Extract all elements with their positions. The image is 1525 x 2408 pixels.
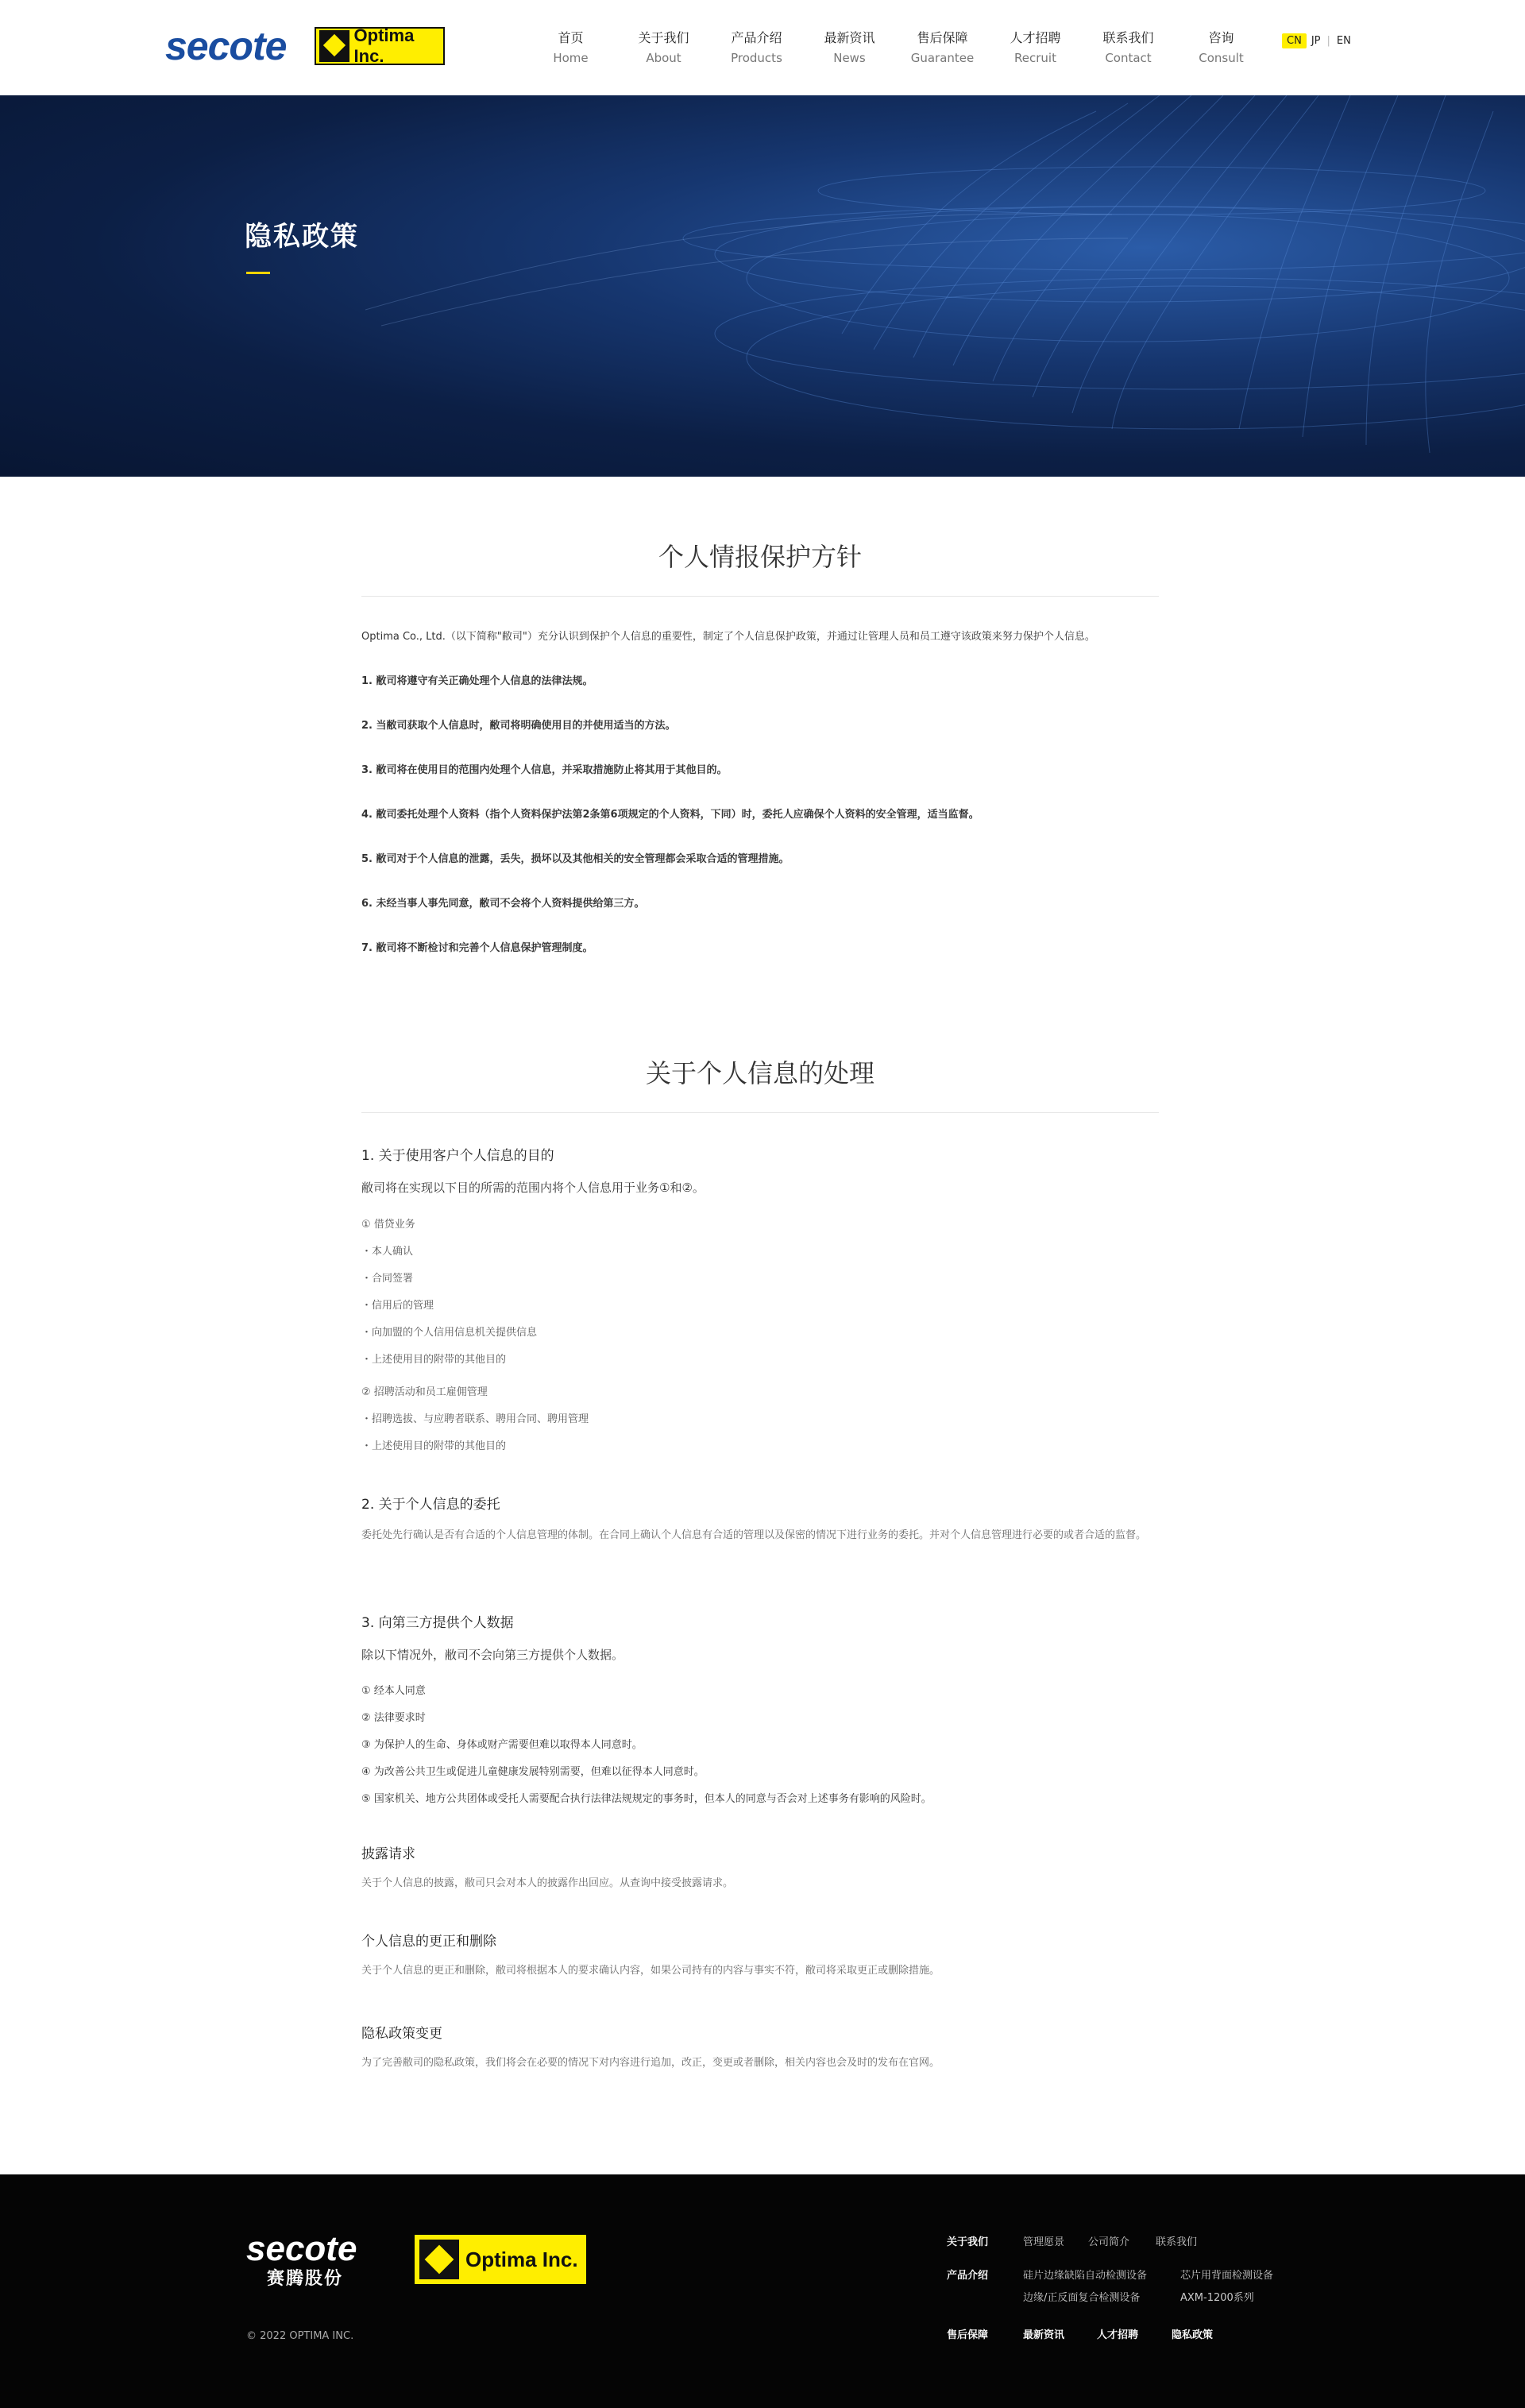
nav-label-cn: 产品介绍	[731, 30, 782, 45]
list-item: ・信用后的管理	[361, 1300, 434, 1312]
copyright: © 2022 OPTIMA INC.	[246, 2330, 354, 2342]
nav-label-en: About	[646, 51, 681, 65]
optima-mark-icon	[419, 2240, 459, 2279]
section-desc: 敝司将在实现以下目的所需的范围内将个人信息用于业务①和②。	[361, 1181, 705, 1195]
nav-label-cn: 人才招聘	[1010, 30, 1061, 45]
list-item: ・向加盟的个人信用信息机关提供信息	[361, 1327, 538, 1339]
section-heading: 3. 向第三方提供个人数据	[361, 1615, 514, 1631]
optima-mark-icon	[319, 30, 349, 62]
policy-item: 5. 敝司对于个人信息的泄露，丢失，损坏以及其他相关的安全管理都会采取合适的管理措施。	[361, 853, 790, 865]
footer-link[interactable]: 硅片边缘缺陷自动检测设备	[1023, 2270, 1148, 2282]
policy-divider	[361, 596, 1159, 597]
nav-item-news[interactable]	[803, 29, 896, 76]
footer-guarantee-link[interactable]: 售后保障	[947, 2329, 989, 2341]
policy-item: 4. 敝司委托处理个人资料（指个人资料保护法第2条第6项规定的个人资料，下同）时，委托人应确保个人资料的安全管理，适当监督。	[361, 809, 979, 821]
handling-title: 关于个人信息的处理	[645, 1058, 874, 1088]
list-item: ・本人确认	[361, 1246, 414, 1258]
nav-label-cn: 首页	[558, 30, 584, 45]
lang-separator: |	[1326, 35, 1330, 47]
group-title: ② 招聘活动和员工雇佣管理	[361, 1386, 488, 1398]
nav-label-en: News	[833, 51, 866, 65]
footer-news-link[interactable]: 最新资讯	[1023, 2329, 1065, 2341]
footer-privacy-link[interactable]: 隐私政策	[1172, 2329, 1214, 2341]
lang-en[interactable]: EN	[1336, 35, 1351, 47]
nav-label-cn: 最新资讯	[824, 30, 875, 45]
page-title: 隐私政策	[245, 221, 359, 253]
group-title: ① 借贷业务	[361, 1219, 415, 1231]
footer-about-link[interactable]: 关于我们	[947, 2236, 989, 2248]
section-heading: 个人信息的更正和删除	[361, 1934, 496, 1950]
footer-optima-logo[interactable]	[415, 2235, 586, 2284]
nav-item-about[interactable]	[617, 29, 710, 76]
nav-item-products[interactable]	[710, 29, 803, 76]
section-desc: 委托处先行确认是否有合适的个人信息管理的体制。在合同上确认个人信息有合适的管理以及保密的情况下进行业务的委托。并对个人信息管理进行必要的或者合适的监督。	[361, 1529, 1147, 1541]
lang-cn[interactable]: CN	[1282, 33, 1307, 48]
section-heading: 1. 关于使用客户个人信息的目的	[361, 1148, 554, 1164]
page-banner	[0, 95, 1525, 477]
list-item: ① 经本人同意	[361, 1685, 426, 1697]
footer-link[interactable]: 联系我们	[1156, 2236, 1198, 2248]
nav-label-cn: 咨询	[1208, 30, 1234, 45]
title-underline	[246, 272, 270, 274]
nav-item-contact[interactable]	[1082, 29, 1175, 76]
footer-link[interactable]: 管理愿景	[1023, 2236, 1065, 2248]
site-footer	[0, 2174, 1525, 2408]
nav-label-en: Consult	[1199, 51, 1244, 65]
section-heading: 2. 关于个人信息的委托	[361, 1497, 500, 1513]
network-wave-graphic	[0, 95, 1525, 477]
list-item: ・上述使用目的附带的其他目的	[361, 1354, 507, 1366]
policy-intro: Optima Co., Ltd.（以下简称"敝司"）充分认识到保护个人信息的重要性，制定了个人信息保护政策，并通过让管理人员和员工遵守该政策来努力保护个人信息。	[361, 631, 1095, 643]
nav-item-guarantee[interactable]	[896, 29, 989, 76]
list-item: ④ 为改善公共卫生或促进儿童健康发展特别需要，但难以征得本人同意时。	[361, 1766, 705, 1778]
footer-link[interactable]: 边缘/正反面复合检测设备	[1023, 2292, 1141, 2304]
section-heading: 披露请求	[361, 1846, 415, 1862]
section-desc: 关于个人信息的披露，敝司只会对本人的披露作出回应。从查询中接受披露请求。	[361, 1877, 734, 1889]
policy-item: 2. 当敝司获取个人信息时，敝司将明确使用目的并使用适当的方法。	[361, 720, 676, 732]
nav-label-en: Guarantee	[910, 51, 975, 65]
optima-logo[interactable]	[315, 27, 445, 65]
policy-item: 6. 未经当事人事先同意，敝司不会将个人资料提供给第三方。	[361, 898, 645, 910]
language-switcher	[1282, 33, 1356, 48]
nav-item-recruit[interactable]	[989, 29, 1082, 76]
footer-link[interactable]: AXM-1200系列	[1180, 2292, 1254, 2304]
nav-label-en: Recruit	[1014, 51, 1056, 65]
section-heading: 隐私政策变更	[361, 2026, 442, 2042]
nav-item-consult[interactable]	[1175, 29, 1268, 76]
list-item: ・合同签署	[361, 1273, 414, 1285]
footer-products-link[interactable]: 产品介绍	[947, 2270, 989, 2282]
footer-link[interactable]: 公司简介	[1088, 2236, 1130, 2248]
nav-label-cn: 联系我们	[1102, 30, 1154, 45]
footer-secote-logo[interactable]: secote	[246, 2229, 357, 2268]
nav-label-en: Products	[731, 51, 782, 65]
section-desc: 为了完善敝司的隐私政策，我们将会在必要的情况下对内容进行追加，改正，变更或者删除，相关内容也会及时的发布在官网。	[361, 2057, 940, 2069]
policy-item: 1. 敝司将遵守有关正确处理个人信息的法律法规。	[361, 675, 593, 687]
policy-title: 个人情报保护方针	[658, 542, 862, 572]
main-nav	[524, 29, 1268, 76]
handling-divider	[361, 1112, 1159, 1113]
secote-logo[interactable]: secote	[165, 24, 287, 68]
nav-label-en: Home	[553, 51, 589, 65]
footer-link[interactable]: 芯片用背面检测设备	[1180, 2270, 1274, 2282]
list-item: ・招聘选拔、与应聘者联系、聘用合同、聘用管理	[361, 1413, 589, 1425]
nav-label-cn: 售后保障	[917, 30, 968, 45]
footer-recruit-link[interactable]: 人才招聘	[1097, 2329, 1139, 2341]
section-desc: 除以下情况外，敝司不会向第三方提供个人数据。	[361, 1648, 624, 1662]
optima-logo-text: Optima Inc.	[353, 25, 415, 66]
list-item: ・上述使用目的附带的其他目的	[361, 1440, 507, 1452]
list-item: ② 法律要求时	[361, 1712, 426, 1724]
optima-logo-text: Optima Inc.	[465, 2247, 578, 2271]
nav-item-home[interactable]	[524, 29, 617, 76]
list-item: ③ 为保护人的生命、身体或财产需要但难以取得本人同意时。	[361, 1739, 643, 1751]
lang-jp[interactable]: JP	[1311, 35, 1321, 47]
section-desc: 关于个人信息的更正和删除，敝司将根据本人的要求确认内容，如果公司持有的内容与事实不符，敝司将采取更正或删除措施。	[361, 1965, 940, 1977]
nav-label-en: Contact	[1105, 51, 1152, 65]
footer-secote-subtitle: 赛腾股份	[267, 2269, 344, 2289]
nav-label-cn: 关于我们	[638, 30, 689, 45]
site-header	[0, 0, 1525, 95]
policy-item: 7. 敝司将不断检讨和完善个人信息保护管理制度。	[361, 942, 593, 954]
list-item: ⑤ 国家机关、地方公共团体或受托人需要配合执行法律法规规定的事务时，但本人的同意与否会对上述事务有影响的风险时。	[361, 1793, 932, 1805]
policy-item: 3. 敝司将在使用目的范围内处理个人信息，并采取措施防止将其用于其他目的。	[361, 764, 728, 776]
